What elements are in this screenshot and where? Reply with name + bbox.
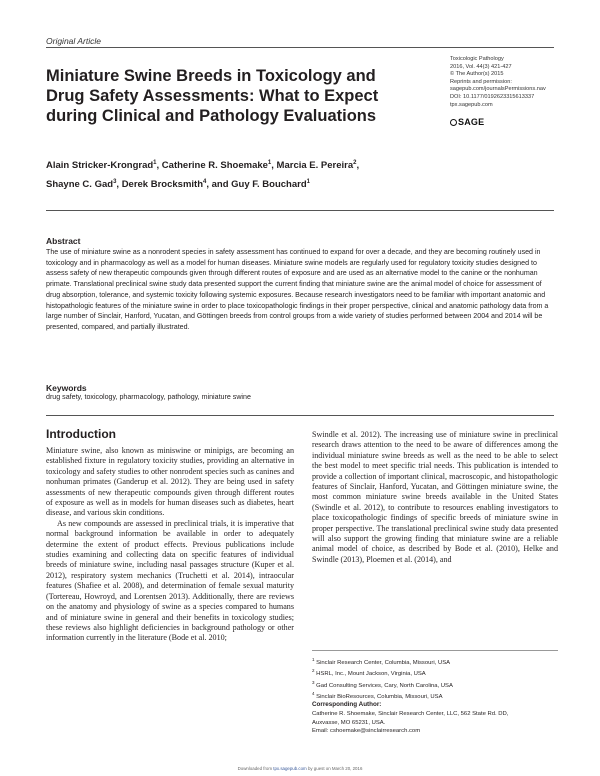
- intro-paragraph: Swindle et al. 2012). The increasing use of miniature swine in preclinical research draws attention to the need to be aware of differences among the individual miniature swine breeds as well as the need to be able to select the best model to meet specific trial needs. This publication is intended to provide a collection of important clinical, macroscopic, and histopathologic features of Sinclair, Hanford, Yucatan, and Göttingen miniature swine, the most common miniature swine breeds available in the United States (Swindle et al. 2012), to contribute to resources enabling investigators to place toxicopathologic findings of specific breeds of miniature swine in proper perspective. The translational preclinical swine study data presented will also support the growing finding that miniature swine are a reliable animal model of choice, as described by Bode et al. (2010), Helke and Swindle (2013), Ploemen et al. (2014), and: [312, 430, 558, 564]
- author-line-1: Alain Stricker-Krongrad$^1$, Catherine R. Shoemake$^1$, Marcia E. Pereira$^2$,: [46, 160, 360, 172]
- affiliation-item: $^1$ Sinclair Research Center, Columbia, Missouri, USA: [312, 657, 451, 666]
- author-name: Alain Stricker-Krongrad: [46, 160, 154, 172]
- permissions-link[interactable]: sagepub.com/journalsPermissions.nav: [450, 86, 546, 93]
- corresponding-author-details: Catherine R. Shoemake, Sinclair Research Center, LLC, 562 State Rd. DD, Auxvasse, MO 65231, USA. Email: cshoemake@sinclairresearch.com: [312, 710, 558, 736]
- reprints-label: Reprints and permission:: [450, 78, 512, 85]
- abstract-heading: Abstract: [46, 236, 81, 246]
- keywords-heading: Keywords: [46, 383, 87, 393]
- right-column: [312, 430, 558, 565]
- intro-paragraph: As new compounds are assessed in preclinical trials, it is imperative that normal background information be available in order to adequately determine the extent of product effects. Previous publications include studies examining and collecting data on specific features of individual breeds of miniature swine, including nasal passages structure (Kuper et al. 2012), respiratory system mechanics (Truchetti et al. 2014), intraocular features (Shafiee et al. 2008), and determination of female sexual maturity (Tortereau, Howroyd, and Lorentsen 2013). Additionally, there are reviews on the anatomy and physiology of swine as a species compared to humans and of miniature swine in general and their benefits in toxicology studies; these reviews also highlight deficiencies in background pathology or other information currently in the literature (Bode et al. 2010;: [46, 518, 294, 643]
- introduction-heading: Introduction: [46, 427, 116, 441]
- journal-volume: 2016, Vol. 44(3) 421-427: [450, 63, 512, 70]
- sage-logo: SAGE: [450, 117, 484, 127]
- article-type-label: Original Article: [46, 36, 101, 46]
- article-title: Miniature Swine Breeds in Toxicology and Drug Safety Assessments: What to Expect during Clinical and Pathology Evaluations: [46, 67, 379, 125]
- download-footer: Downloaded from tpx.sagepub.com by guest on March 20, 2016: [237, 766, 363, 771]
- journal-name: Toxicologic Pathology: [450, 56, 504, 62]
- intro-paragraph: Miniature swine, also known as miniswine or minipigs, are becoming an established fixture in regulatory toxicity studies, providing an alternative in toxicology and safety studies to other nonrodent species such as canines and nonhuman primates (Ganderup et al. 2012). They are being used in safety assessments of new therapeutic compounds given through different routes of exposure as well as in models for human diseases such as diabetes, heart disease, and various skin conditions.: [46, 446, 294, 518]
- journal-info-block: [450, 56, 570, 109]
- affiliation-item: $^2$ HSRL, Inc., Mount Jackson, Virginia, USA: [312, 668, 426, 678]
- sage-logo-icon: [450, 119, 457, 126]
- author-name: Shayne C. Gad: [46, 179, 114, 191]
- abstract-rule: [46, 210, 554, 211]
- author-list: [46, 155, 466, 193]
- affiliation-item: $^3$ Gad Consulting Services, Cary, North Carolina, USA: [312, 679, 453, 689]
- copyright: © The Author(s) 2015: [450, 71, 504, 78]
- author-line-2: Shayne C. Gad$^3$, Derek Brocksmith$^4$, and Guy F. Bouchard$^1$: [46, 179, 310, 191]
- left-column: [46, 446, 294, 644]
- corresponding-email[interactable]: Email: cshoemake@sinclairresearch.com: [312, 728, 421, 734]
- author-name: Catherine R. Shoemake: [161, 160, 268, 172]
- doi[interactable]: DOI: 10.1177/0192623315613337: [450, 93, 535, 100]
- abstract-body: The use of miniature swine as a nonrodent species in safety assessment has continued to expand for over a decade, and they are becoming routinely used in toxicology and in pharmacology as well as a model for human diseases. Miniature swine models are regularly used for regulatory toxicity studies designed to assess safety of new therapeutic compounds given through different routes of exposure and are used as an alternative model to the canine or the nonhuman primate. Translational preclinical swine study data presented support the current finding that miniature swine are the animal model of choice for assessment of drug absorption, tolerance, and systemic toxicity following systemic exposures. Because research investigators need to be familiar with important anatomic and histopathologic features of the miniature swine in order to place toxicopathologic findings in their proper perspective, clinical and anatomic pathology data from a large number of Sinclair, Hanford, Yucatan, and Göttingen breeds from control groups from a wide variety of studies performed between 2004 and 2014 will be presented, compared, and partially illustrated.: [46, 248, 549, 331]
- body-rule: [46, 415, 554, 416]
- author-name: Marcia E. Pereira: [276, 160, 354, 172]
- affiliations: [312, 656, 558, 702]
- affiliation-item: $^4$ Sinclair BioResources, Columbia, Missouri, USA: [312, 691, 443, 701]
- footer-link[interactable]: tpx.sagepub.com: [273, 766, 307, 771]
- author-name: Derek Brocksmith: [121, 179, 203, 191]
- affiliations-rule: [312, 650, 558, 651]
- header-rule: [46, 47, 554, 48]
- author-name: Guy F. Bouchard: [231, 179, 307, 191]
- corresponding-author-heading: Corresponding Author:: [312, 701, 382, 708]
- journal-url[interactable]: tpx.sagepub.com: [450, 101, 493, 108]
- keywords-list: drug safety, toxicology, pharmacology, pathology, miniature swine: [46, 393, 251, 401]
